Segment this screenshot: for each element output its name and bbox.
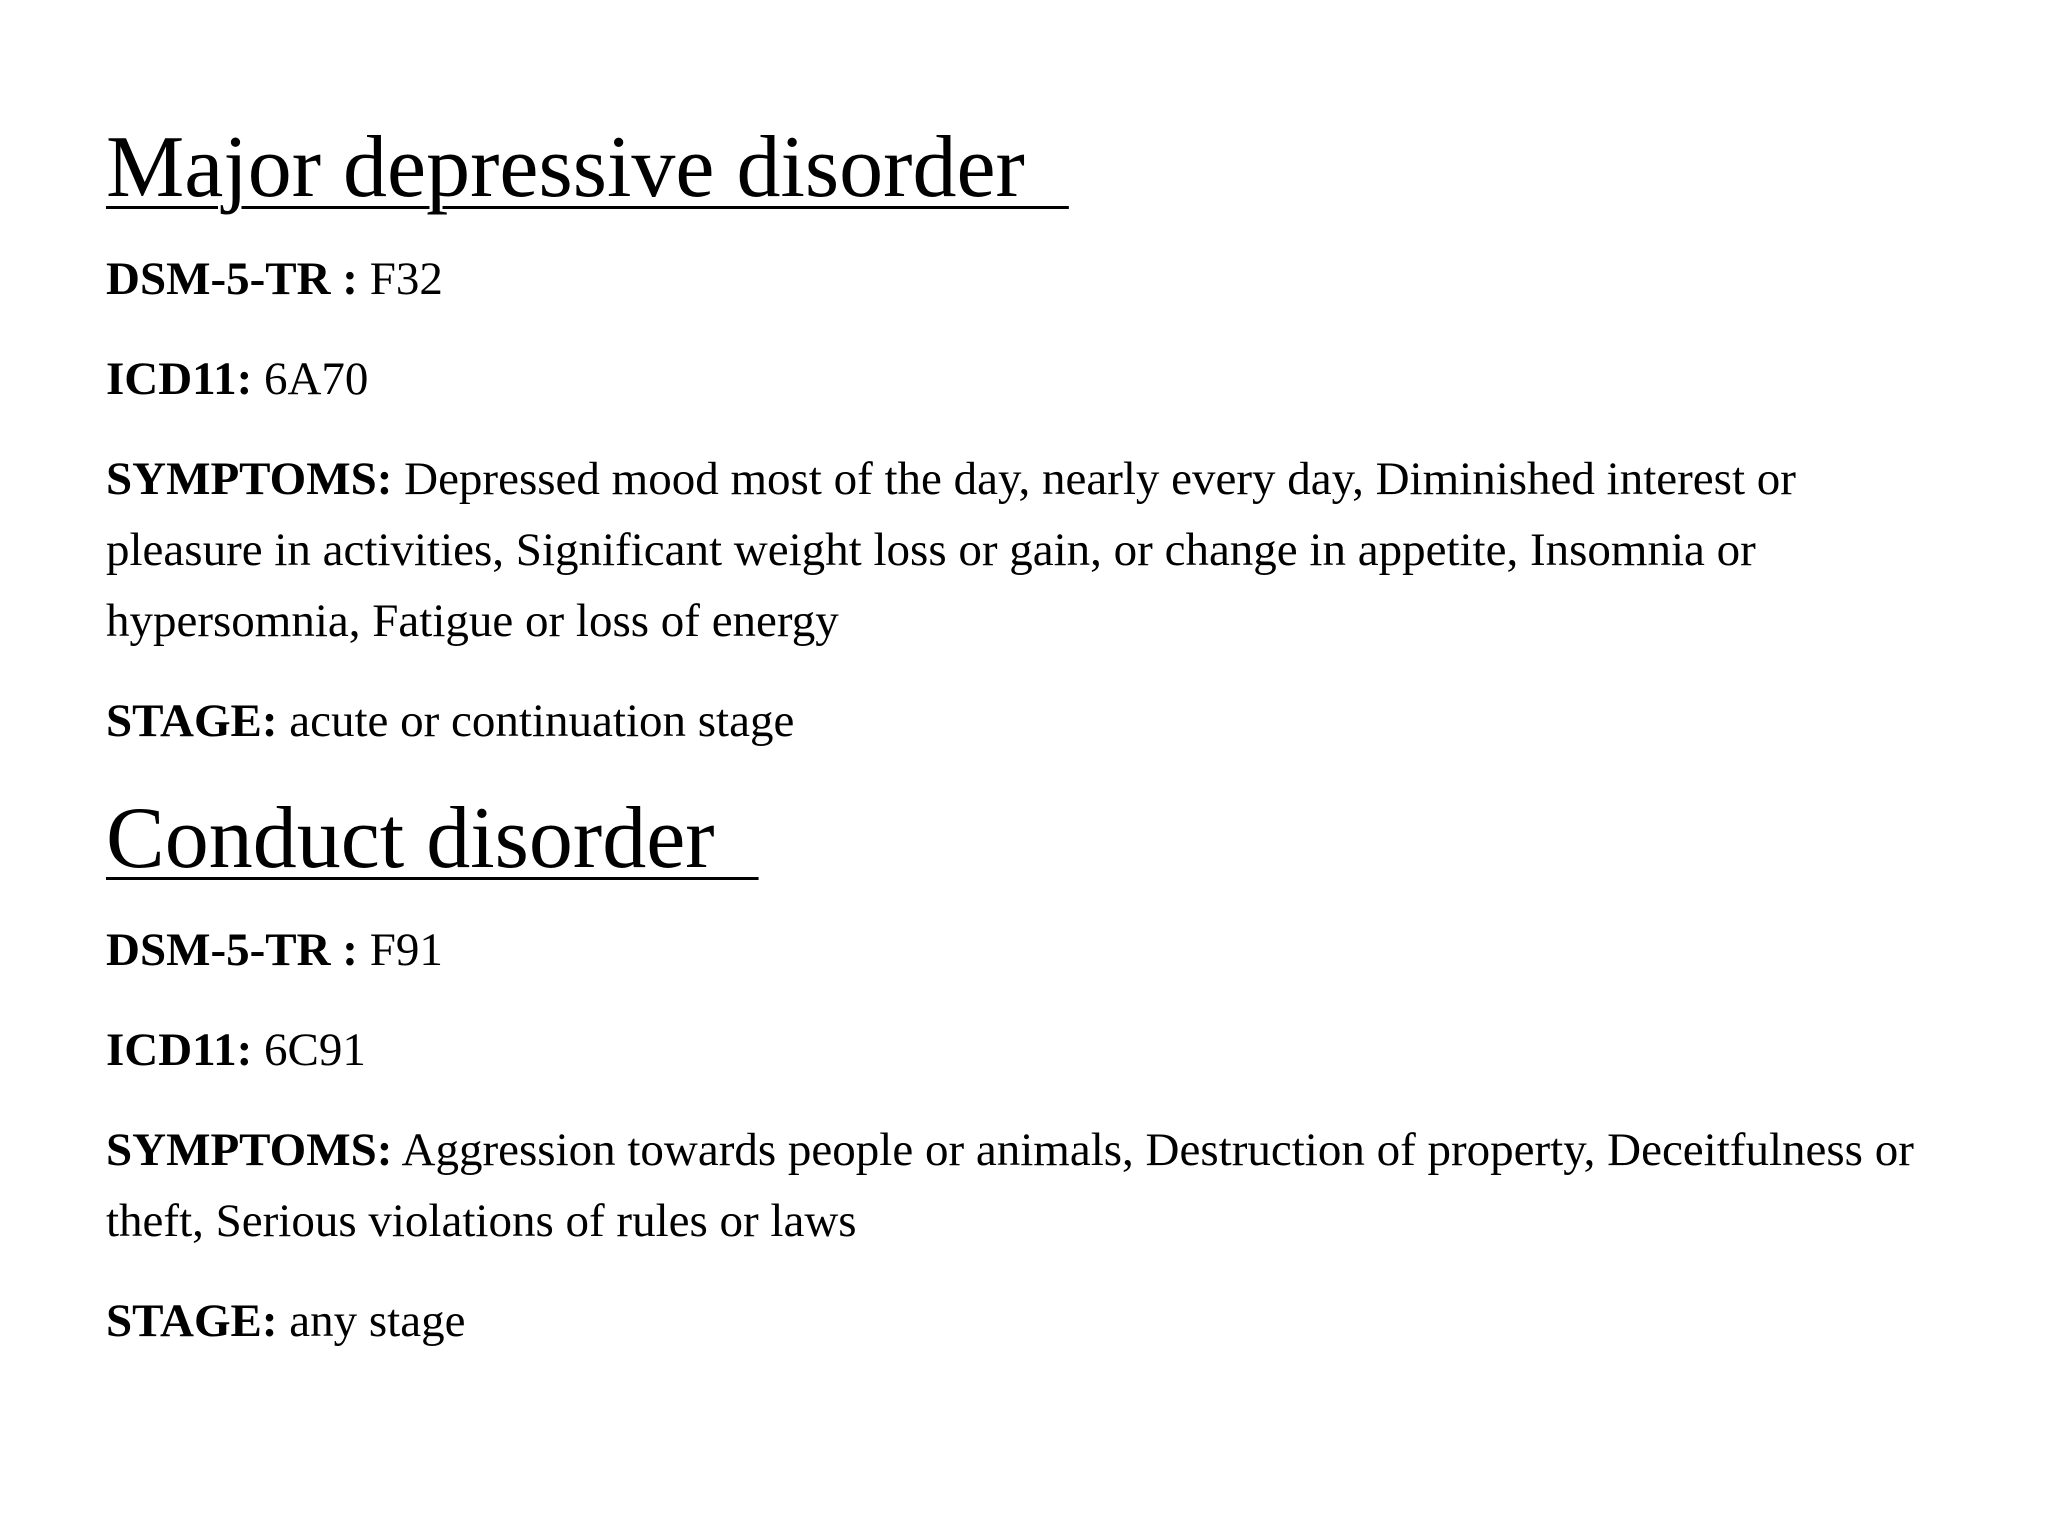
icd-code-row bbox=[106, 344, 1946, 415]
icd-value: 6A70 bbox=[252, 353, 369, 405]
icd-label: ICD11: bbox=[106, 1024, 253, 1076]
stage-label: STAGE: bbox=[106, 1295, 278, 1347]
dsm-label: DSM-5-TR : bbox=[106, 253, 358, 305]
stage-value: any stage bbox=[277, 1295, 466, 1347]
dsm-value: F91 bbox=[357, 924, 443, 976]
stage-row bbox=[106, 686, 1946, 757]
icd-code-row bbox=[106, 1015, 1946, 1086]
icd-label: ICD11: bbox=[106, 353, 253, 405]
dsm-code-row bbox=[106, 915, 1946, 986]
dsm-value: F32 bbox=[357, 253, 443, 305]
symptoms-label: SYMPTOMS: bbox=[106, 453, 393, 505]
dsm-label: DSM-5-TR : bbox=[106, 924, 358, 976]
symptoms-value: Aggression towards people or animals, Destruction of property, Deceitfulness or theft, Serious violations of rules or laws bbox=[106, 1124, 1914, 1247]
symptoms-row bbox=[106, 1115, 1946, 1257]
disorder-title: Conduct disorder bbox=[106, 790, 759, 887]
icd-value: 6C91 bbox=[252, 1024, 366, 1076]
symptoms-label: SYMPTOMS: bbox=[106, 1124, 393, 1176]
stage-value: acute or continuation stage bbox=[277, 695, 795, 747]
document-page bbox=[106, 118, 1946, 1386]
stage-label: STAGE: bbox=[106, 695, 278, 747]
disorder-section-major-depressive bbox=[106, 118, 1946, 757]
stage-row bbox=[106, 1286, 1946, 1357]
symptoms-row bbox=[106, 444, 1946, 657]
disorder-section-conduct bbox=[106, 789, 1946, 1357]
dsm-code-row bbox=[106, 244, 1946, 315]
disorder-title: Major depressive disorder bbox=[106, 119, 1069, 216]
symptoms-value: Depressed mood most of the day, nearly every day, Diminished interest or pleasure in activities, Significant weight loss or gain, or change in appetite, Insomnia or hypersomnia, Fatigue or loss of energy bbox=[106, 453, 1796, 647]
